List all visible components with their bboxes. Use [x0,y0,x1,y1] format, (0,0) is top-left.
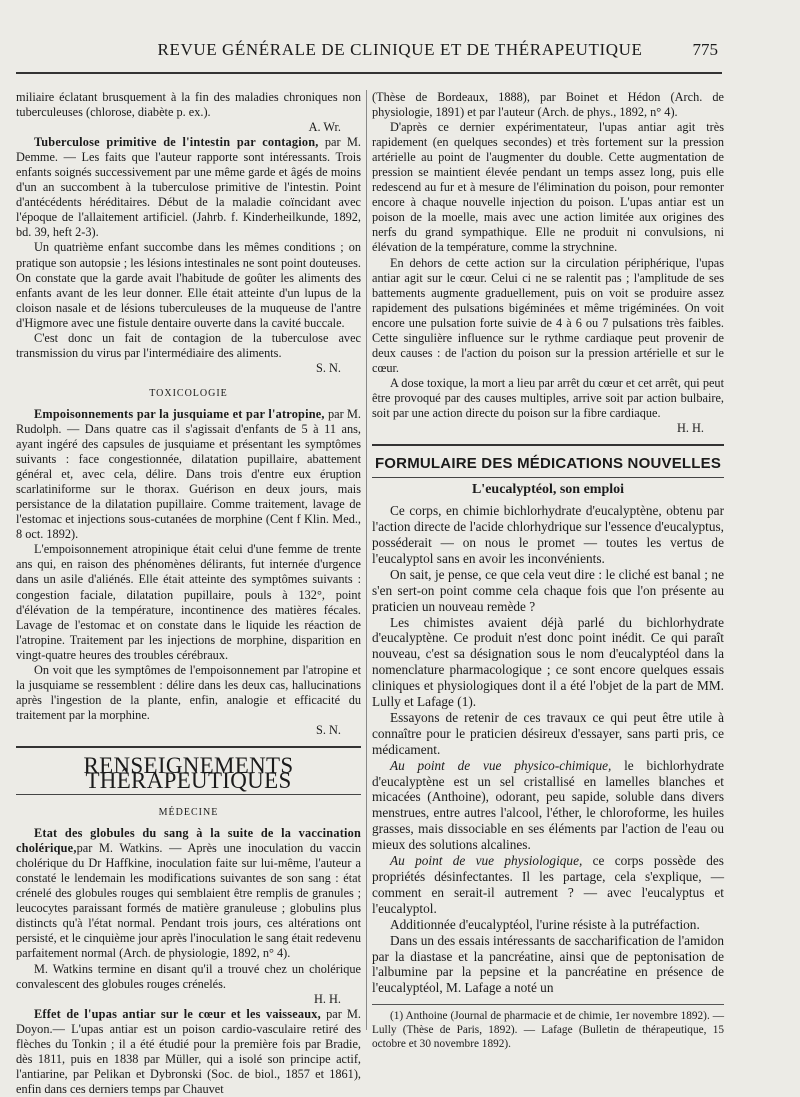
paragraph: (Thèse de Bordeaux, 1888), par Boinet et Hédon (Arch. de physiologie, 1891) et par l'auteur (Arch. de phys., 1892, n° 4). [372,90,724,120]
article-tuberculose [16,135,361,240]
paragraph: Un quatrième enfant succombe dans les mêmes conditions ; on pratique son autopsie ; les lésions intestinales ne sont point douteuses. On constate que la garde avait l'habitude de goûter les aliments des enfants avant de les leur donner. Elle était atteinte d'un lupus de la cloison nasale et de lésions tuberculeuses de la muqueuse de l'antre d'Higmore avec une fistule dentaire ouverte dans la cavité buccale. [16,240,361,330]
running-title: REVUE GÉNÉRALE DE CLINIQUE ET DE THÉRAPEUTIQUE [157,40,643,59]
left-column [16,90,361,1097]
section-title-formulaire: FORMULAIRE DES MÉDICATIONS NOUVELLES [374,455,722,473]
signature: A. Wr. [308,120,341,135]
article-empoisonnements [16,407,361,542]
section-divider [16,746,361,748]
article-author: par M. Demme. [16,135,361,165]
article-etat-globules [16,826,361,961]
paragraph: L'empoisonnement atropinique était celui d'une femme de trente ans qui, en raison des phénomènes délirants, fut internée d'urgence dans un asile d'aliénés. Elle était atteinte des symptômes suivants : congestion faciale, dilatation pupillaire, pouls à 132°, point d'élévation de la température, incontinence des matières fécales. Lavage de l'estomac et on constate dans le liquide les réaction de l'atropine. Traitement par les injections de morphine, disparition en vingt-quatre heures des troubles cérébraux. [16,542,361,662]
footnote-rule [372,1004,724,1005]
footnote: (1) Anthoine (Journal de pharmacie et de chimie, 1er novembre 1892). — Lully (Thèse de Paris, 1892). — Lafage (Bulletin de thérapeutique, 15 octobre et 30 novembre 1892). [372,1010,724,1051]
signature: H. H. [677,421,704,436]
article-subtitle: L'eucalyptéol, son emploi [471,482,625,498]
section-divider [372,477,724,478]
paragraph: Dans un des essais intéressants de saccharification de l'amidon par la diastase et la pancréatine, ainsi que de peptonisation de l'albumine par la pepsine et la pancréatine en présence de l'eucalyptéol, M. Lafage a noté un [372,932,724,996]
right-column [372,90,724,1051]
article-title: Etat des globules du sang à la suite de la vaccination cholérique, [16,826,361,856]
article-author: par M. Rudolph. [16,406,361,436]
italic-lead: Au point de vue physiologique, [390,853,583,869]
paragraph: Les chimistes avaient déjà parlé du bichlorhydrate d'eucalyptène. Ce produit n'est donc point inédit. Ce qui paraît nouveau, c'est sa désignation sous le nom d'eucalyptéol dans la nomenclature pharmacologique ; ce sont encore quelques essais cliniques et physiologiques dont il a été l'objet de la part de MM. Lully et Lafage (1). [372,614,724,710]
section-divider [372,444,724,446]
article-title: Effet de l'upas antiar sur le cœur et les vaisseaux, [34,1006,321,1021]
paragraph: Essayons de retenir de ces travaux ce qui peut être utile à connaître pour le praticien désireux d'essayer, sans parti pris, ce médicament. [372,709,724,757]
column-separator [366,90,367,1030]
paragraph: Ce corps, en chimie bichlorhydrate d'eucalyptène, obtenu par l'action directe de l'acide chlorhydrique sur l'essence d'eucalyptus, posséderait — on nous le promet — toutes les vertus de l'eucalyptol sans en avoir les inconvénients. [372,503,724,566]
section-title-renseignements: RENSEIGNEMENTS THÉRAPEUTIQUES [83,752,294,794]
section-heading-medecine: MÉDECINE [158,807,219,819]
paragraph: En dehors de cette action sur la circulation périphérique, l'upas antiar agit sur le cœur. Celui ci ne se ralentit pas ; l'amplitude de ses battements augmente graduellement, puis on voit se produire assez rapidement des pulsations bigéminées et même trigéminées. On voit encore une pulsation forte suivie de 4 à 6 ou 7 pulsations très faibles. Cette singulière influence sur le rythme cardiaque peut provenir de deux causes : de l'action du poison sur la pression artérielle et sur le cœur. [372,255,724,375]
article-upas-antiar [16,1007,361,1097]
section-heading-toxicologie: TOXICOLOGIE [149,387,228,399]
signature: S. N. [316,722,341,737]
paragraph: Au point de vue physiologique, ce corps possède des propriétés désinfectantes. Il les partage, cela s'explique, — comment en serait-il autrement ? — avec l'eucalyptus et l'eucalyptol. [372,853,724,916]
eucalypteol-article [372,503,724,996]
article-title: Empoisonnements par la jusquiame et par l'atropine, [34,406,325,421]
paragraph: — Les faits que l'auteur rapporte sont intéressants. Trois enfants soignés successivement par une même garde et âgés de moins d'un an succombent à la tuberculose primitive de l'intestin. Point d'antécédents héréditaires. Début de la maladie coïncidant avec l'époque de l'allaitement artificiel. (Jahrb. f. Kinderheilkunde, 1892, bd. 39, heft 2-3). [16,150,361,240]
paragraph: — Dans quatre cas il s'agissait d'enfants de 5 à 11 ans, ayant ingéré des capsules de jusquiame et présentant les symptômes suivants : face congestionnée, dilatation pupillaire, abattement général et, avec cela, délire. Dans trois d'entre eux éruption scarlatiniforme sur le thorax. Guérison en deux jours, mais persistance de la dilatation pupillaire. Comme traitement, lavage de l'estomac et injections sous-cutanées de morphine (Cent f Klin. Med., 8 oct. 1892). [16,421,361,542]
paragraph: C'est donc un fait de contagion de la tuberculose avec transmission du virus par l'intermédiaire des aliments. [16,330,361,360]
article-author: par M. Doyon. [16,1006,361,1036]
article-title: Tuberculose primitive de l'intestin par contagion, [34,135,319,150]
paragraph: On sait, je pense, ce que cela veut dire : le cliché est banal ; ne s'en sert-on point comme cela chaque fois que l'on présente au praticien un nouveau remède ? [372,566,724,614]
italic-lead: Au point de vue physico-chimique, [390,757,612,773]
header-rule [16,72,722,74]
article-author: par M. Watkins. [76,841,163,856]
page-header [20,40,780,64]
signature: H. H. [314,991,341,1006]
paragraph: A dose toxique, la mort a lieu par arrêt du cœur et cet arrêt, qui peut être provoqué par des causes multiples, arrive soit par action bulbaire, soit par une action directe du poison sur la fibre cardiaque. [372,375,724,420]
paragraph: On voit que les symptômes de l'empoisonnement par l'atropine et la jusquiame se ressemblent : délire dans les deux cas, hallucinations après l'ingestion de la plante, enfin, analogie et efficacité du traitement par la morphine. [16,662,361,722]
paragraph: miliaire éclatant brusquement à la fin des maladies chroniques non tuberculeuses (chlorose, diabète p. ex.). [16,90,361,120]
paragraph: M. Watkins termine en disant qu'il a trouvé chez un cholérique convalescent des globules rouges crénelés. [16,961,361,991]
paragraph: — L'upas antiar est un poison cardio-vasculaire retiré des flèches du Tonkin ; il a été étudié pour la première fois par Bradie, dès 1811, puis en 1838 par Müller, qui a isolé son principe actif, l'antiarine, par Pelikan et Dybronski (Soc. de biol., 1857 et 1861), enfin dans ces derniers temps par Chauvet [16,1021,361,1096]
section-divider [16,794,361,795]
page-number: 775 [692,40,718,59]
paragraph: — Après une inoculation du vaccin cholérique du Dr Haffkine, inoculation faite sur lui-même, l'auteur a constaté le lendemain les modifications suivantes de son sang : état crénelé des globules rouges qui semblaient être remplis de granules ; leucocytes paraissant formés de matière granuleuse ; globulins plus distincts qu'à l'état normal. Pendant trois jours, ces altérations ont persisté, et le cinquième jour après l'inoculation le sang était redevenu parfaitement normal (Arch. de physiologie, 1892, n° 4). [16,841,361,961]
paragraph: Au point de vue physico-chimique, le bichlorhydrate d'eucalyptène est un sel cristallisé en lamelles blanches et micacées (Anthoine), odorant, peu sapide, soluble dans divers menstrues, entre autres l'alcool, l'éther, le chloroforme, les huiles grasses, mais dissociable en ses éléments par l'action de l'eau ou mieux des solutions alcalines. [372,757,725,853]
paragraph: Additionnée d'eucalyptéol, l'urine résiste à la putréfaction. [390,916,700,932]
paragraph: D'après ce dernier expérimentateur, l'upas antiar agit très rapidement (en quelques secondes) et très fortement sur la pression artérielle au point de l'augmenter du double. Cette augmentation de pression se maintient élevée pendant un temps assez long, puis elle redescend au fur et à mesure de l'élimination du poison, pour remonter encore à chaque nouvelle injection du poison. L'upas antiar est un poison de la moelle, mais avec une action limitée aux origines des nerfs du grand sympathique. Elle ne produit ni convulsions, ni élévation de la température, comme la strychnine. [372,120,724,255]
signature: S. N. [316,360,341,375]
